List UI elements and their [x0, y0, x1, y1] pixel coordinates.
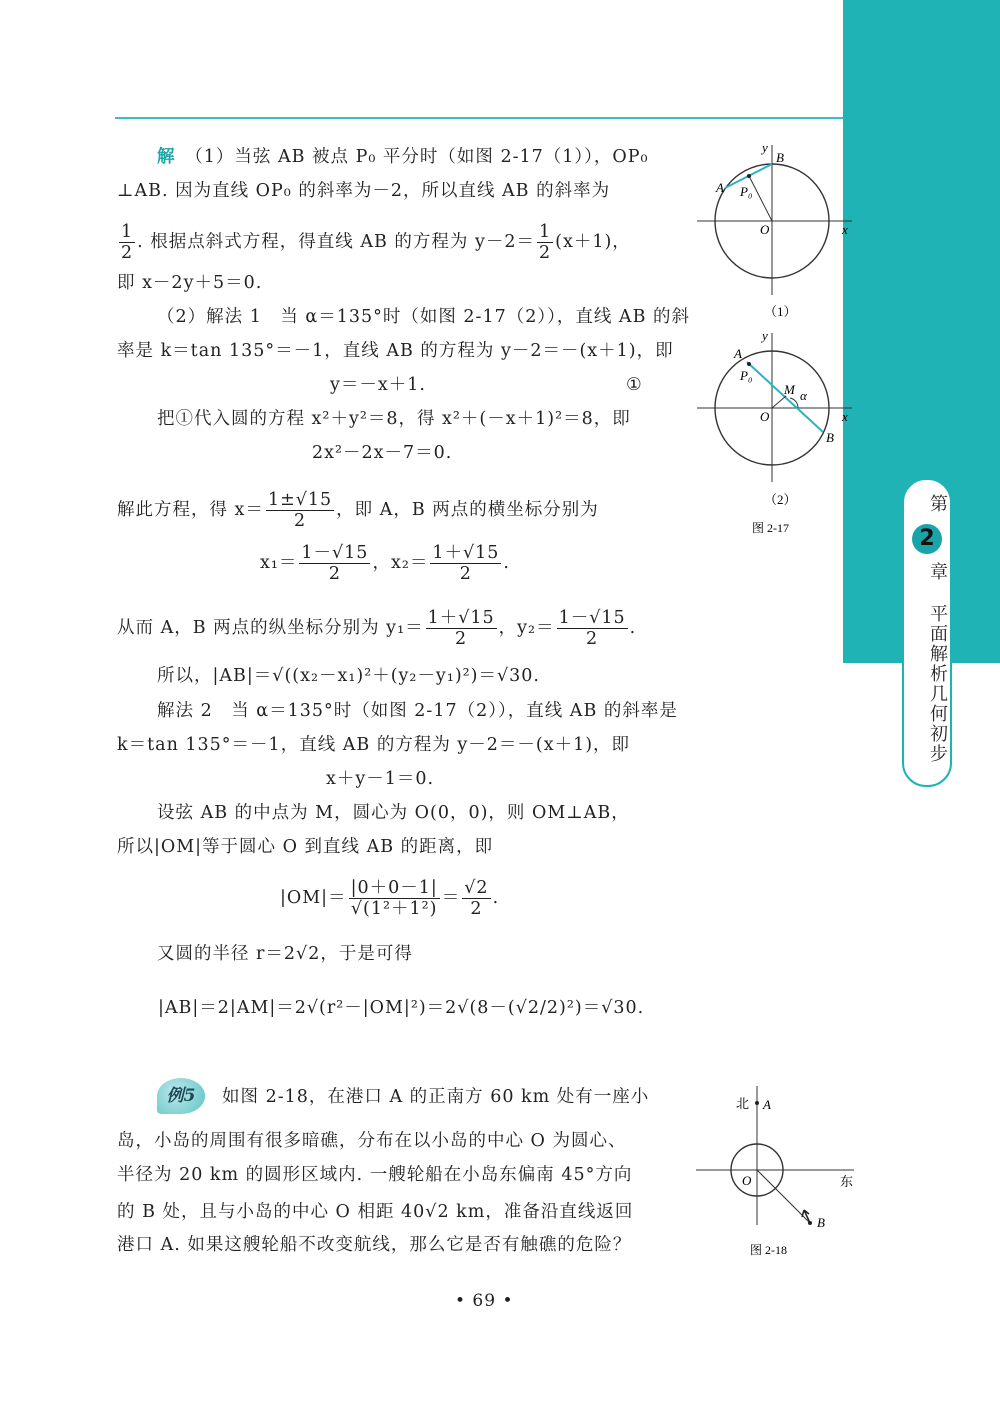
text: ，x₂＝	[372, 553, 429, 573]
equation: x＋y－1＝0.	[326, 769, 435, 789]
fraction	[426, 608, 497, 649]
point-a	[755, 1101, 759, 1105]
den: 2	[293, 511, 307, 531]
label: P₀	[740, 368, 753, 383]
label-east: 东	[840, 1174, 854, 1189]
label-north: 北	[736, 1096, 750, 1111]
figure-caption: 图 2-17	[752, 521, 789, 535]
fraction	[557, 608, 628, 649]
fraction	[430, 543, 501, 584]
num: √2	[464, 878, 489, 898]
example-badge: 例5	[157, 1078, 205, 1114]
segment-om	[772, 396, 786, 408]
subcaption: （2）	[764, 492, 797, 507]
den: 2	[586, 629, 599, 649]
text-line: 解法 2 当 α＝135°时（如图 2-17（2）），直线 AB 的斜率是	[157, 701, 678, 721]
text: |OM|＝	[280, 888, 347, 908]
text: （1）当弦 AB 被点 P₀ 平分时（如图 2-17（1）），OP₀	[194, 147, 649, 167]
chapter-side-tab	[902, 478, 952, 787]
text-line: 把①代入圆的方程 x²＋y²＝8，得 x²＋(－x＋1)²＝8，即	[157, 409, 631, 429]
equation-number: ①	[626, 375, 643, 395]
text: .	[503, 553, 510, 573]
text-line: 所以|OM|等于圆心 O 到直线 AB 的距离，即	[117, 837, 494, 857]
text-line: 的 B 处，且与小岛的中心 O 相距 40√2 km，准备沿直线返回	[117, 1202, 634, 1222]
text-line	[157, 146, 649, 168]
tab-text: 章	[927, 562, 948, 584]
label: x	[842, 222, 848, 237]
text: .	[492, 888, 500, 908]
num: 1	[121, 222, 134, 242]
text: .	[629, 618, 637, 638]
fraction	[299, 543, 370, 584]
label: y	[762, 140, 768, 155]
figure-caption: 图 2-18	[750, 1243, 787, 1257]
num: 1－√15	[301, 543, 369, 563]
den: 2	[538, 243, 552, 263]
circle-diagram-1	[697, 140, 852, 319]
label: A	[716, 180, 724, 195]
den: 2	[121, 243, 134, 263]
solution-label: 解	[157, 147, 176, 167]
text: 从而 A，B 两点的纵坐标分别为 y₁＝	[117, 618, 424, 638]
chapter-title: 平面解析几何初步	[927, 604, 948, 764]
num: 1＋√15	[427, 608, 495, 628]
text: ，y₂＝	[498, 618, 555, 638]
num: 1－√15	[558, 608, 626, 628]
text-line: 又圆的半径 r＝2√2，于是可得	[157, 944, 413, 964]
fraction	[349, 878, 440, 919]
chapter-number: 2	[912, 524, 942, 554]
text: 解此方程，得 x＝	[117, 500, 264, 520]
text-line: 半径为 20 km 的圆形区域内. 一艘轮船在小岛东偏南 45°方向	[117, 1165, 633, 1185]
text-line: ⊥AB. 因为直线 OP₀ 的斜率为－2，所以直线 AB 的斜率为	[117, 181, 611, 201]
text-line: 如图 2-18，在港口 A 的正南方 60 km 处有一座小	[222, 1087, 650, 1107]
den: √(1²＋1²)	[350, 899, 438, 919]
den: 2	[455, 629, 468, 649]
fraction	[266, 490, 334, 531]
label: y	[762, 328, 768, 343]
equation	[260, 543, 510, 584]
point-p0	[747, 174, 751, 178]
text-line: 港口 A. 如果这艘轮船不改变航线，那么它是否有触礁的危险？	[117, 1235, 632, 1255]
text-line: 设弦 AB 的中点为 M，圆心为 O(0，0)，则 OM⊥AB，	[157, 803, 630, 823]
page-number: • 69 •	[455, 1291, 514, 1311]
equation: y＝－x＋1.	[330, 375, 426, 395]
num: 1	[538, 222, 552, 242]
label: O	[760, 222, 770, 237]
text-line: （2）解法 1 当 α＝135°时（如图 2-17（2）），直线 AB 的斜	[157, 307, 690, 327]
den: 2	[459, 564, 472, 584]
figure-2-18	[690, 1080, 870, 1270]
label: P₀	[740, 184, 753, 199]
label: M	[784, 382, 795, 397]
subcaption: （1）	[764, 304, 797, 319]
label: A	[763, 1097, 771, 1112]
num: 1±√15	[267, 490, 333, 510]
label: O	[742, 1173, 752, 1188]
label: B	[826, 430, 834, 445]
circle-diagram-2	[697, 328, 852, 507]
equation	[280, 878, 499, 919]
text: ＝	[441, 888, 461, 908]
text-line	[117, 490, 599, 531]
label: α	[800, 388, 807, 403]
num: |0＋0－1|	[350, 878, 438, 898]
label: A	[734, 346, 742, 361]
fraction	[462, 878, 490, 919]
text: (x＋1)，	[555, 232, 631, 252]
fraction	[119, 222, 135, 263]
equation: |AB|＝2|AM|＝2√(r²－|OM|²)＝2√(8－(√2/2)²)＝√30.	[158, 998, 645, 1018]
text-line	[117, 222, 631, 263]
text-line	[117, 608, 636, 649]
text: ，即 A，B 两点的横坐标分别为	[336, 500, 599, 520]
text-line: 率是 k＝tan 135°＝－1，直线 AB 的方程为 y－2＝－(x＋1)，即	[117, 341, 674, 361]
label: x	[842, 409, 848, 424]
num: 1＋√15	[432, 543, 500, 563]
header-rule	[115, 117, 843, 119]
den: 2	[328, 564, 341, 584]
text-line: 即 x－2y＋5＝0.	[117, 273, 263, 293]
text-line: 所以，|AB|＝√((x₂－x₁)²＋(y₂－y₁)²)＝√30.	[157, 666, 540, 686]
figure-2-17	[680, 130, 880, 550]
fraction	[537, 222, 553, 263]
equation: 2x²－2x－7＝0.	[312, 443, 453, 463]
point-p0	[747, 362, 751, 366]
den: 2	[470, 899, 483, 919]
text: x₁＝	[260, 553, 298, 573]
tab-text: 第	[927, 494, 948, 516]
text-line: 岛，小岛的周围有很多暗礁，分布在以小岛的中心 O 为圆心、	[117, 1131, 627, 1151]
label: O	[760, 409, 770, 424]
label: B	[817, 1215, 825, 1230]
text-line: k＝tan 135°＝－1，直线 AB 的方程为 y－2＝－(x＋1)，即	[117, 735, 631, 755]
label: B	[776, 150, 784, 165]
text: . 根据点斜式方程，得直线 AB 的方程为 y－2＝	[137, 232, 535, 252]
